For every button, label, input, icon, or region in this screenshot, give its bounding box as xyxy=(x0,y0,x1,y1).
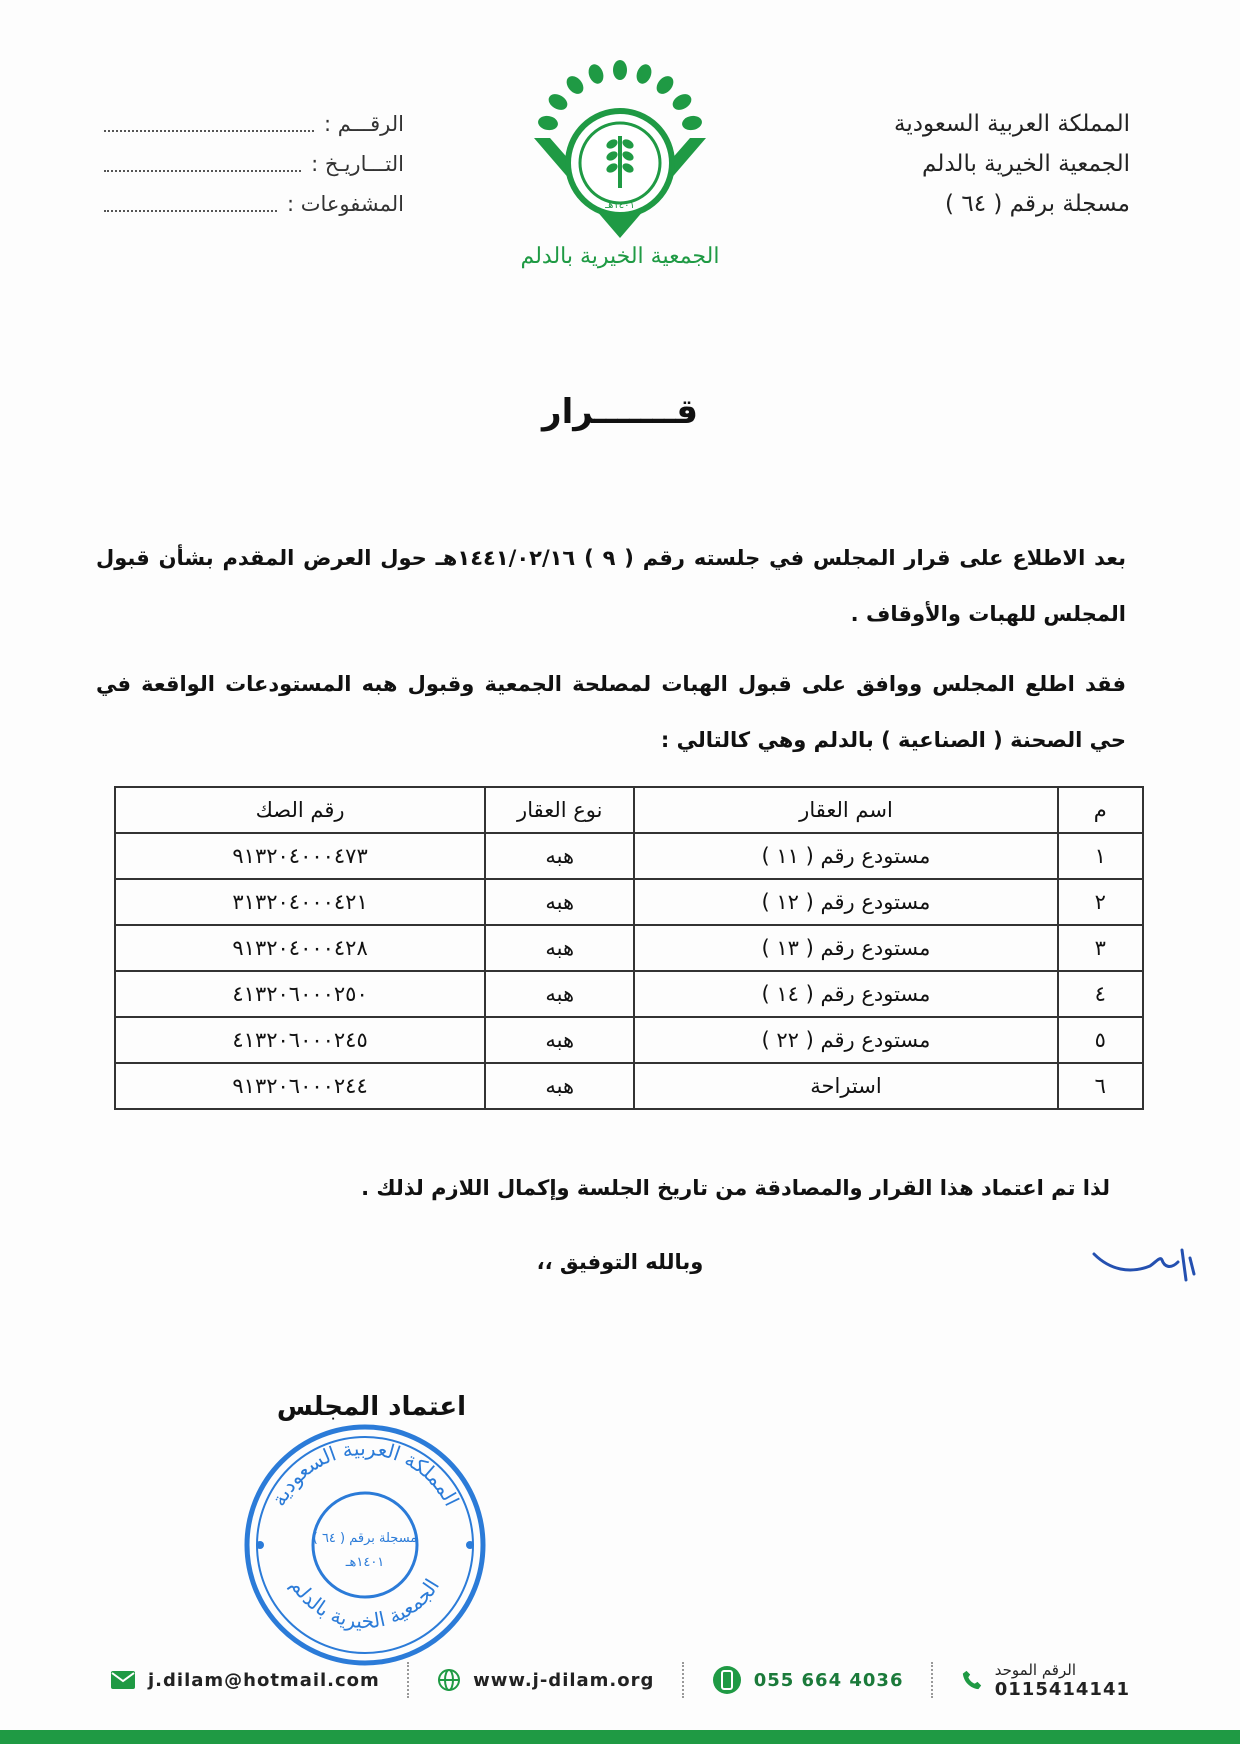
footer-mobile xyxy=(712,1665,904,1695)
cell-index: ١ xyxy=(1058,833,1143,879)
cell-index: ٣ xyxy=(1058,925,1143,971)
cell-index: ٤ xyxy=(1058,971,1143,1017)
footer-email[interactable] xyxy=(110,1670,380,1691)
table-row xyxy=(115,971,1143,1017)
email-link[interactable]: j.dilam@hotmail.com xyxy=(148,1669,380,1691)
paragraph-1: بعد الاطلاع على قرار المجلس في جلسته رقم ( ٩ ) ١٤٤١/٠٢/١٦هـ حول العرض المقدم بشأن قبول المجلس للهبات والأوقاف . xyxy=(96,546,1126,626)
cell-type: هبه xyxy=(485,1017,634,1063)
org-line-2: الجمعية الخيرية بالدلم xyxy=(922,151,1130,177)
unified-label: الرقم الموحد xyxy=(994,1660,1076,1679)
cell-deed: ٣١٣٢٠٤٠٠٠٤٢١ xyxy=(115,879,485,925)
stamp-outer-top: المملكة العربية السعودية xyxy=(266,1435,464,1510)
cell-name: مستودع رقم ( ١٤ ) xyxy=(634,971,1057,1017)
cell-name: مستودع رقم ( ١٣ ) xyxy=(634,925,1057,971)
table-row xyxy=(115,925,1143,971)
mail-icon xyxy=(110,1670,136,1690)
properties-table xyxy=(114,786,1144,1110)
number-label: الرقـــم : xyxy=(323,112,404,136)
footer-separator xyxy=(931,1662,934,1698)
cell-index: ٦ xyxy=(1058,1063,1143,1109)
footer-separator xyxy=(682,1662,685,1698)
footer-contacts xyxy=(110,1650,1130,1710)
handwritten-signature xyxy=(1090,1240,1200,1290)
logo-year: ١٤٠١هـ xyxy=(605,200,635,211)
cell-deed: ٤١٣٢٠٦٠٠٠٢٤٥ xyxy=(115,1017,485,1063)
table-header-row xyxy=(115,787,1143,833)
col-property-name: اسم العقار xyxy=(634,787,1057,833)
cell-type: هبه xyxy=(485,879,634,925)
unified-number: 0115414141 xyxy=(994,1678,1130,1700)
charity-logo xyxy=(520,58,720,278)
col-deed-number: رقم الصك xyxy=(115,787,485,833)
number-dots xyxy=(104,116,314,132)
closing-statement: لذا تم اعتماد هذا القرار والمصادقة من تاريخ الجلسة وإكمال اللازم لذلك . xyxy=(361,1176,1110,1200)
attachments-label: المشفوعات : xyxy=(286,192,404,216)
date-label: التـــاريـخ : xyxy=(311,152,404,176)
cell-type: هبه xyxy=(485,925,634,971)
org-line-3: مسجلة برقم ( ٦٤ ) xyxy=(945,191,1130,217)
footer-unified-number xyxy=(961,1661,1130,1700)
number-field xyxy=(104,104,404,144)
footer-separator xyxy=(407,1662,410,1698)
mobile-icon xyxy=(712,1665,742,1695)
footer-green-bar xyxy=(0,1730,1240,1744)
website-link[interactable]: www.j-dilam.org xyxy=(473,1669,655,1691)
document-title xyxy=(0,392,1240,432)
cell-deed: ٩١٣٢٠٦٠٠٠٢٤٤ xyxy=(115,1063,485,1109)
table-row xyxy=(115,1063,1143,1109)
org-header xyxy=(810,104,1130,224)
table-row xyxy=(115,833,1143,879)
logo-name: الجمعية الخيرية بالدلم xyxy=(520,244,720,269)
table-row xyxy=(115,1017,1143,1063)
cell-type: هبه xyxy=(485,1063,634,1109)
footer-website[interactable] xyxy=(437,1668,654,1692)
stamp-inner-year: ١٤٠١هـ xyxy=(345,1555,385,1570)
official-stamp xyxy=(240,1420,490,1670)
table-row xyxy=(115,879,1143,925)
cell-deed: ٤١٣٢٠٦٠٠٠٢٥٠ xyxy=(115,971,485,1017)
cell-name: مستودع رقم ( ١٢ ) xyxy=(634,879,1057,925)
attachments-field xyxy=(104,184,404,224)
cell-name: استراحة xyxy=(634,1063,1057,1109)
date-dots xyxy=(104,156,301,172)
cell-index: ٢ xyxy=(1058,879,1143,925)
stamp-inner: مسجلة برقم ( ٦٤ ) xyxy=(312,1531,418,1546)
col-property-type: نوع العقار xyxy=(485,787,634,833)
reference-fields xyxy=(104,104,404,224)
globe-icon xyxy=(437,1668,461,1692)
phone-icon xyxy=(961,1669,983,1691)
paragraph-2: فقد اطلع المجلس ووافق على قبول الهبات لمصلحة الجمعية وقبول هبه المستودعات الواقعة في حي الصحنة ( الصناعية ) بالدلم وهي كالتالي : xyxy=(96,672,1126,752)
cell-name: مستودع رقم ( ٢٢ ) xyxy=(634,1017,1057,1063)
title-text: قـــــــرار xyxy=(542,392,698,432)
date-field xyxy=(104,144,404,184)
attachments-dots xyxy=(104,196,277,212)
col-index: م xyxy=(1058,787,1143,833)
cell-type: هبه xyxy=(485,833,634,879)
mobile-number: 055 664 4036 xyxy=(753,1669,904,1691)
cell-name: مستودع رقم ( ١١ ) xyxy=(634,833,1057,879)
stamp-outer-bottom: الجمعية الخيرية بالدلم xyxy=(285,1573,445,1634)
cell-deed: ٩١٣٢٠٤٠٠٠٤٢٨ xyxy=(115,925,485,971)
org-line-1: المملكة العربية السعودية xyxy=(894,111,1130,137)
cell-type: هبه xyxy=(485,971,634,1017)
cell-index: ٥ xyxy=(1058,1017,1143,1063)
regards: وبالله التوفيق ،، xyxy=(536,1250,704,1274)
cell-deed: ٩١٣٢٠٤٠٠٠٤٧٣ xyxy=(115,833,485,879)
council-approval: اعتماد المجلس xyxy=(276,1392,466,1422)
